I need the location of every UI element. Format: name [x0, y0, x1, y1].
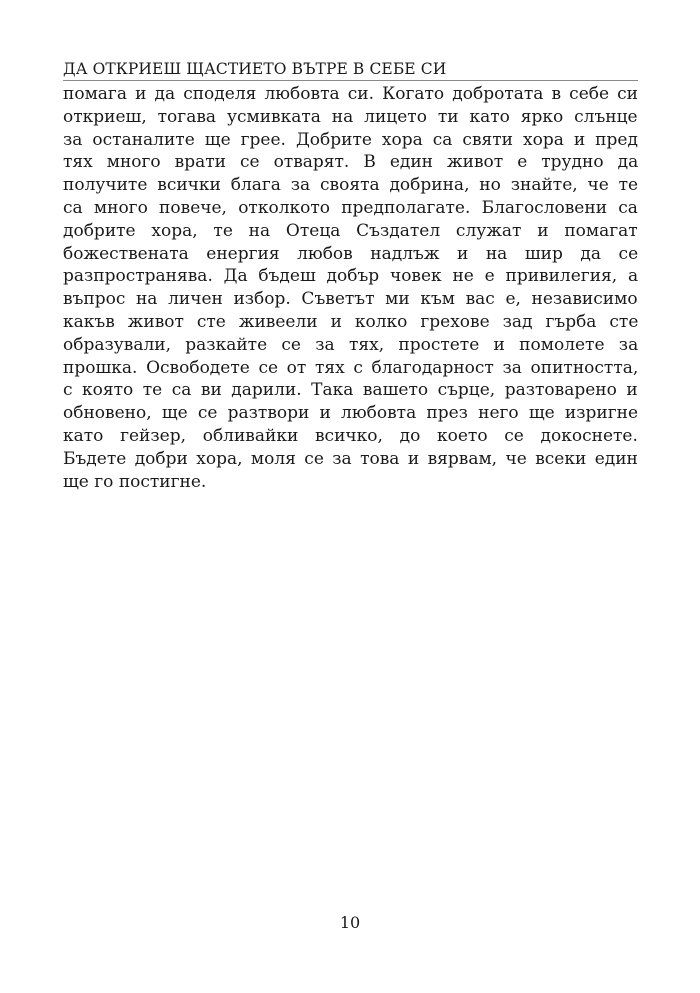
text-line: прошка. Освободете се от тях с благодарност за опитността,: [63, 357, 639, 378]
text-line: какъв живот сте живеели и колко грехове зад гърба сте: [63, 311, 639, 332]
body-paragraph: [63, 83, 638, 493]
text-line: божествената енергия любов надлъж и на шир да се: [63, 243, 639, 264]
text-line: разпространява. Да бъдеш добър човек не е привилегия, а: [63, 266, 639, 287]
text-line: обновено, ще се разтвори и любовта през него ще изригне: [63, 403, 639, 424]
text-line: Бъдете добри хора, моля се за това и вярвам, че всеки един: [63, 448, 638, 469]
text-line: получите всички блага за своята добрина, но знайте, че те: [63, 175, 639, 196]
text-line: откриеш, тогава усмивката на лицето ти като ярко слънце: [63, 106, 638, 127]
text-line: за останалите ще грее. Добрите хора са святи хора и пред: [63, 129, 638, 150]
text-line: добрите хора, те на Отеца Създател служат и помагат: [63, 220, 638, 241]
text-line: с която те са ви дарили. Така вашето сърце, разтоварено и: [63, 380, 638, 401]
text-line: помага и да споделя любовта си. Когато добротата в себе си: [63, 84, 639, 104]
running-header-title: ДА ОТКРИЕШ ЩАСТИЕТО ВЪТРЕ В СЕБЕ СИ: [63, 60, 447, 78]
text-line: тях много врати се отварят. В един живот е трудно да: [63, 152, 639, 173]
text-line: въпрос на личен избор. Съветът ми към вас е, независимо: [63, 289, 638, 310]
text-line: са много повече, отколкото предполагате. Благословени са: [63, 197, 638, 218]
text-line: ще го постигне.: [63, 471, 207, 492]
page-number: 10: [339, 913, 361, 932]
running-header: [63, 58, 638, 81]
text-line: като гейзер, обливайки всичко, до което се докоснете.: [63, 425, 638, 446]
text-line: образували, разкайте се за тях, простете и помолете за: [63, 334, 639, 355]
